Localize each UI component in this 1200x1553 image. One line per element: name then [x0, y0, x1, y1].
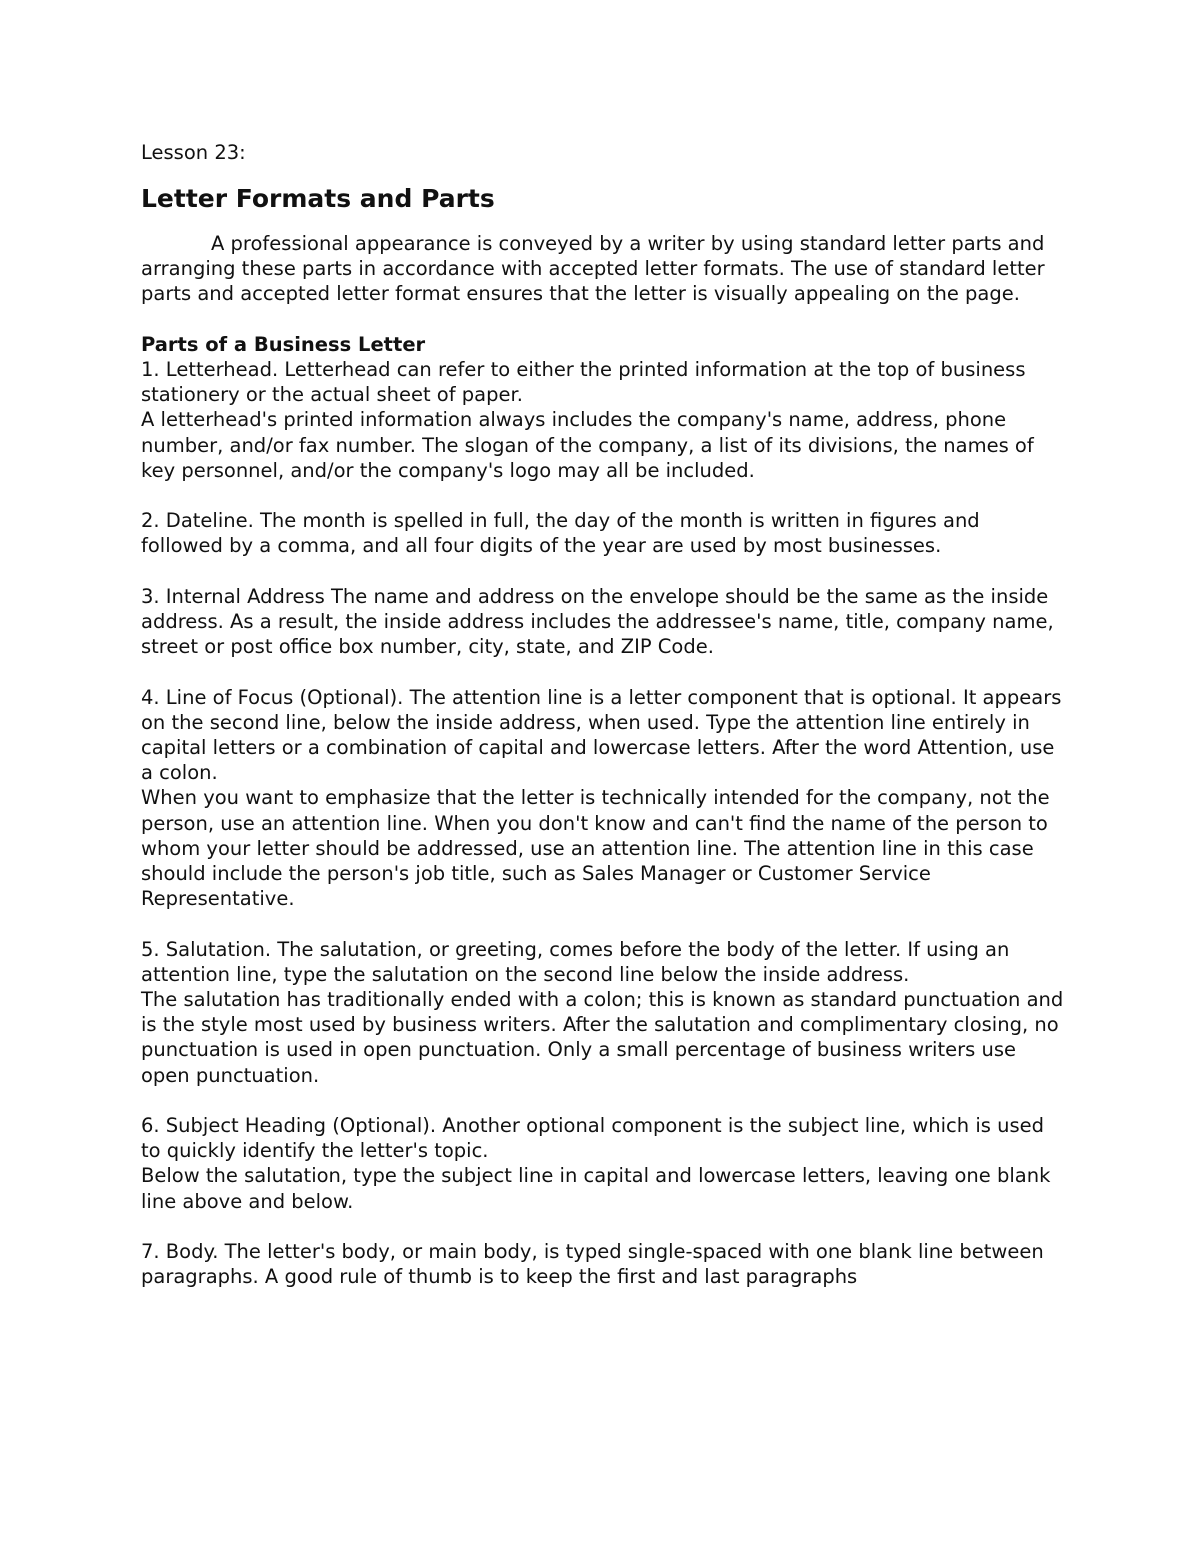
- item-internal-address: [141, 584, 1066, 660]
- section-heading: Parts of a Business Letter: [141, 332, 426, 356]
- paragraph-gap: [141, 1088, 1066, 1113]
- item-salutation: [141, 937, 1066, 1088]
- item-paragraph: 2. Dateline. The month is spelled in full, the day of the month is written in figures and followed by a comma, and all four digits of the year are used by most businesses.: [141, 509, 980, 558]
- paragraph-gap: [141, 483, 1066, 508]
- item-paragraph: 4. Line of Focus (Optional). The attention line is a letter component that is optional. It appears on the second line, below the inside address, when used. Type the attention line entirely in capital letters or a combination of capital and lowercase letters. After the word Attention, use a colon.: [141, 685, 1062, 785]
- paragraph-gap: [141, 307, 1066, 332]
- lesson-label: Lesson 23:: [141, 141, 246, 164]
- item-paragraph: The salutation has traditionally ended with a colon; this is known as standard punctuation and is the style most used by business writers. After the salutation and complimentary closing, no punctuation is used in open punctuation. Only a small percentage of business writers use open punctuation.: [141, 988, 1064, 1087]
- item-paragraph: 1. Letterhead. Letterhead can refer to either the printed information at the top of business stationery or the actual sheet of paper.: [141, 358, 1026, 407]
- paragraph-gap: [141, 1214, 1066, 1239]
- item-paragraph: 3. Internal Address The name and address on the envelope should be the same as the inside address. As a result, the inside address includes the addressee's name, title, company name, street or post office box number, city, state, and ZIP Code.: [141, 584, 1054, 659]
- item-body: [141, 1239, 1066, 1289]
- intro-paragraph: A professional appearance is conveyed by a writer by using standard letter parts and arranging these parts in accordance with accepted letter formats. The use of standard letter parts and accepted letter format ensures that the letter is visually appealing on the page.: [141, 232, 1045, 306]
- item-paragraph: Below the salutation, type the subject line in capital and lowercase letters, leaving one blank line above and below.: [141, 1164, 1051, 1213]
- item-paragraph: 7. Body. The letter's body, or main body, is typed single-spaced with one blank line between paragraphs. A good rule of thumb is to keep the first and last paragraphs: [141, 1240, 1044, 1289]
- document-title: Letter Formats and Parts: [141, 184, 495, 213]
- item-line-of-focus: [141, 685, 1066, 912]
- item-subject-heading: [141, 1113, 1066, 1214]
- paragraph-gap: [141, 659, 1066, 684]
- paragraph-gap: [141, 559, 1066, 584]
- paragraph-gap: [141, 911, 1066, 936]
- item-letterhead: [141, 357, 1066, 483]
- item-dateline: [141, 508, 1066, 558]
- item-paragraph: 5. Salutation. The salutation, or greeting, comes before the body of the letter. If using an attention line, type the salutation on the second line below the inside address.: [141, 937, 1010, 986]
- item-paragraph: When you want to emphasize that the letter is technically intended for the company, not the person, use an attention line. When you don't know and can't find the name of the person to whom your letter should be addressed, use an attention line. The attention line in this case should include the person's job title, such as Sales Manager or Customer Service Representative.: [141, 786, 1050, 911]
- document-page: [141, 140, 1066, 1289]
- item-paragraph: A letterhead's printed information always includes the company's name, address, phone number, and/or fax number. The slogan of the company, a list of its divisions, the names of key personnel, and/or the company's logo may all be included.: [141, 408, 1034, 482]
- item-paragraph: 6. Subject Heading (Optional). Another optional component is the subject line, which is used to quickly identify the letter's topic.: [141, 1114, 1044, 1163]
